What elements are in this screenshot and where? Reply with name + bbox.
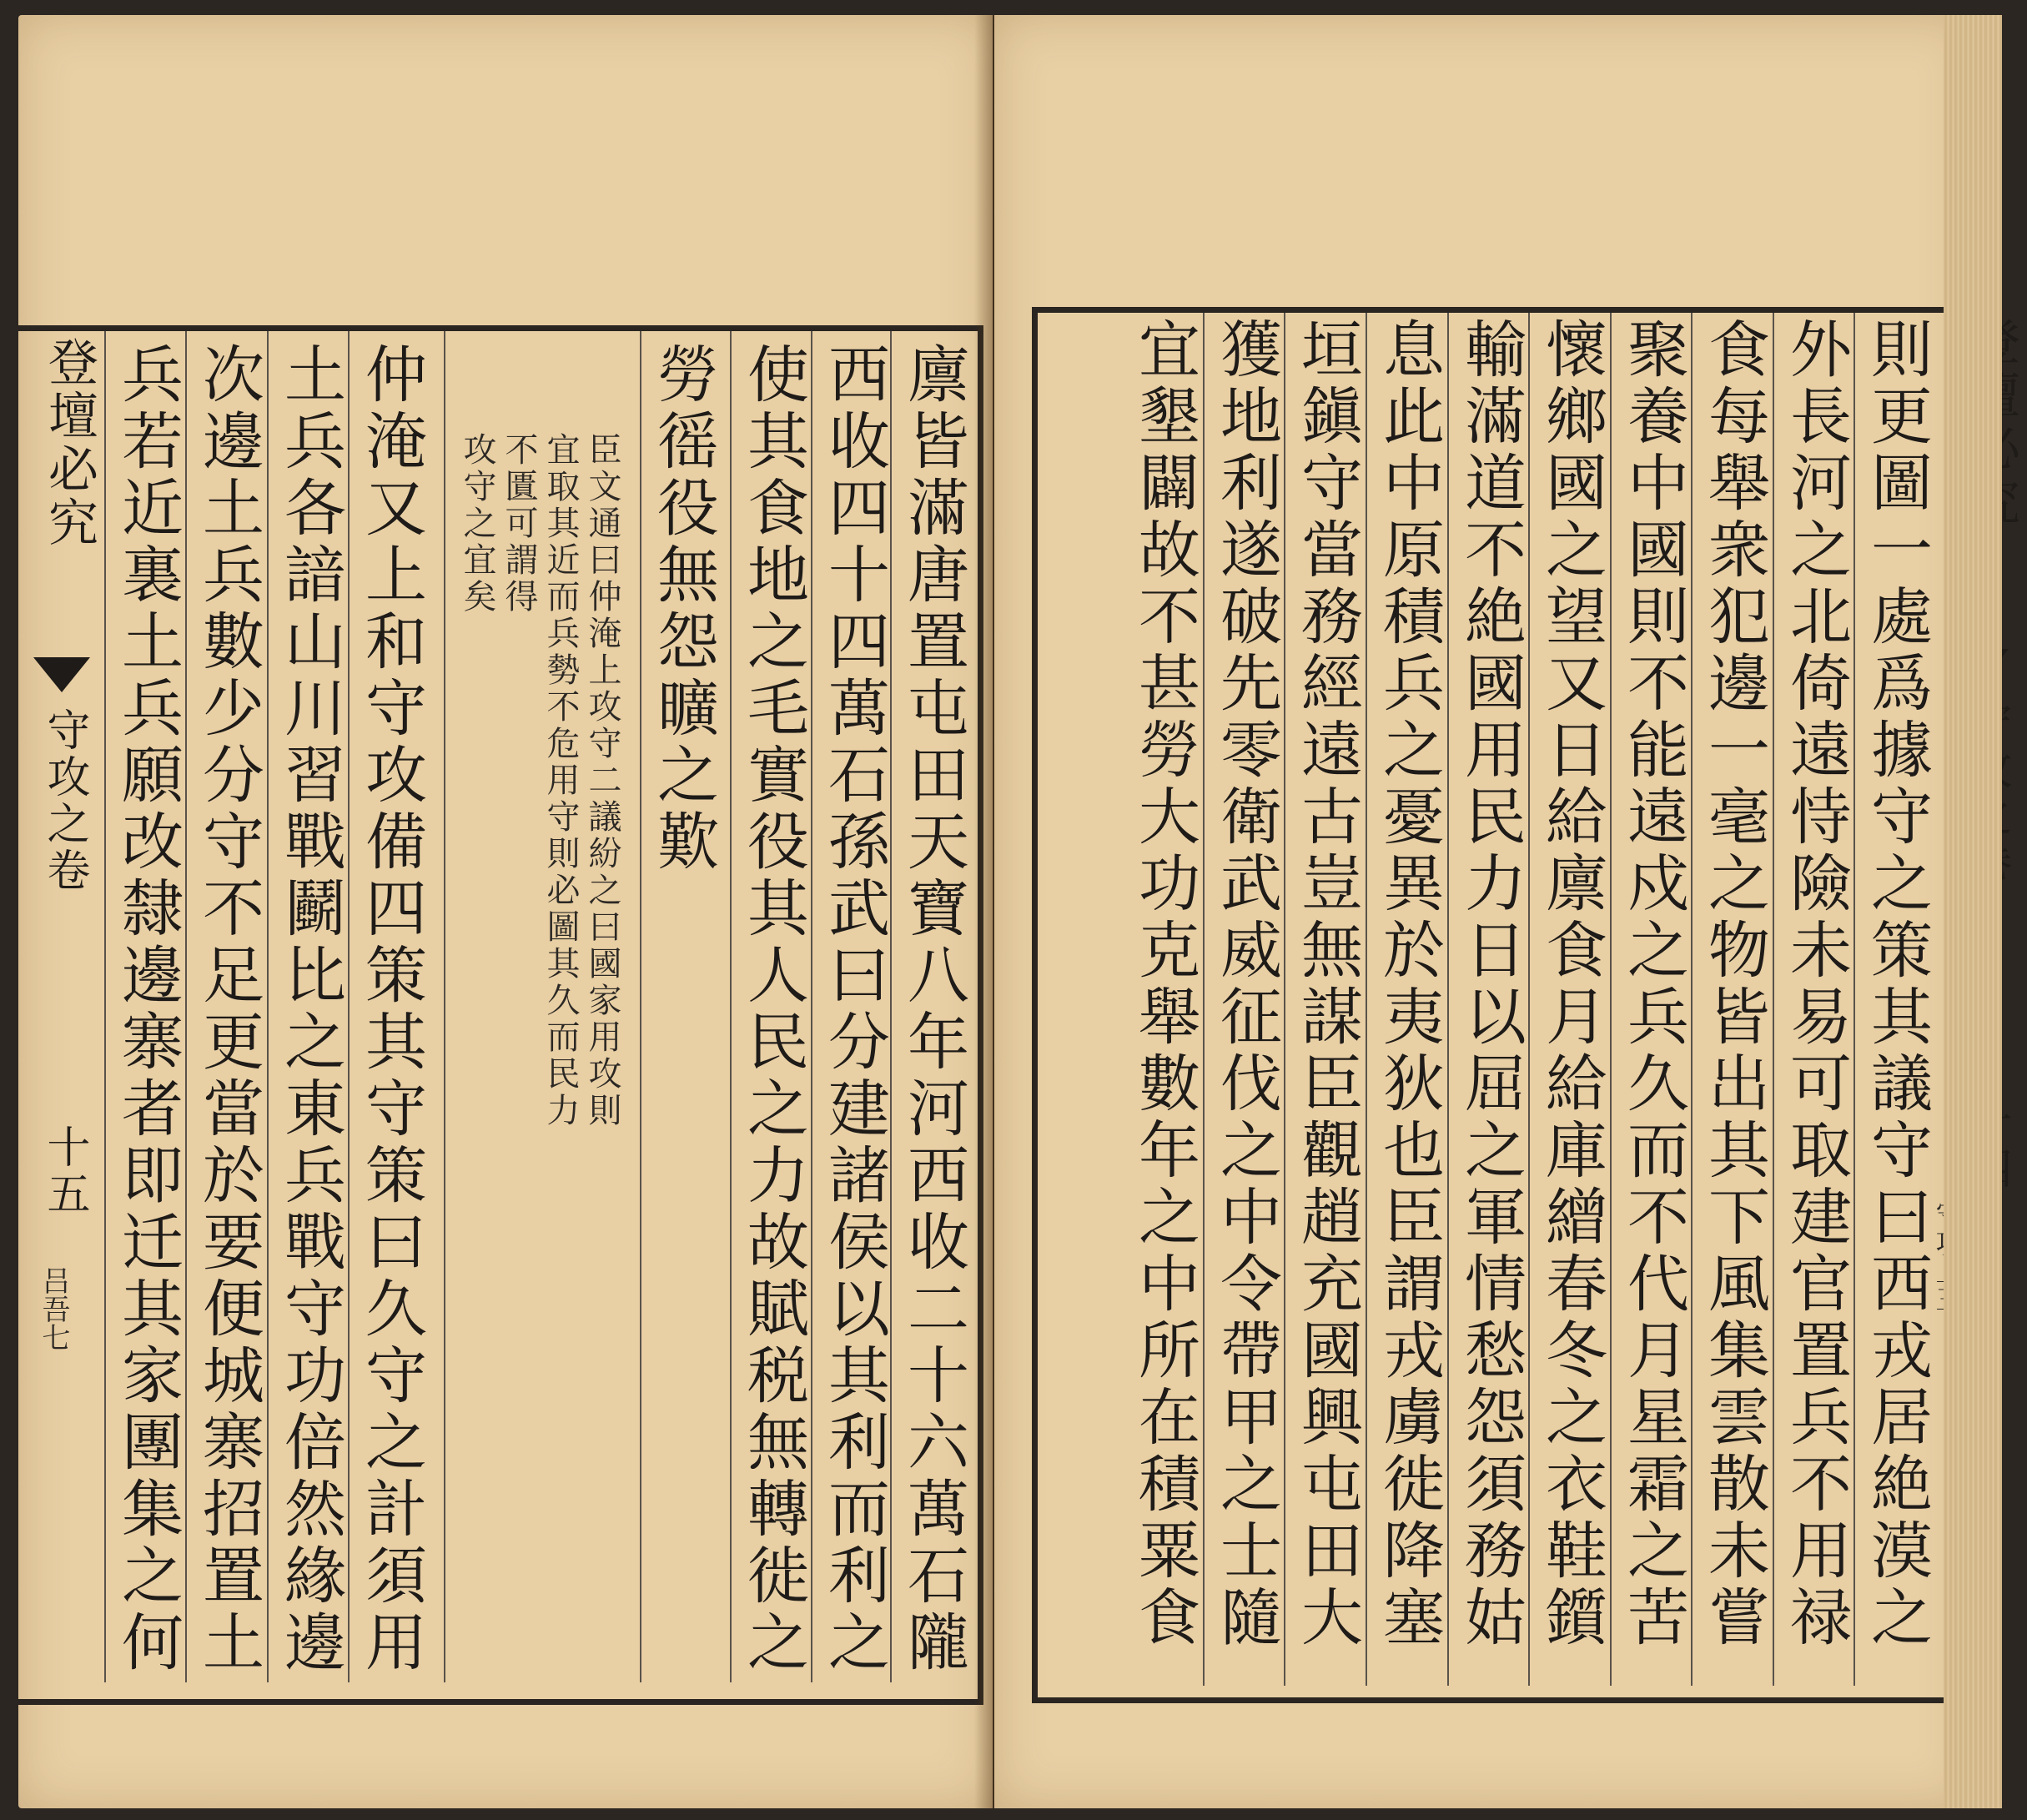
left-note-1: 臣文通曰仲淹上攻守二議紛之曰國家用攻則 bbox=[583, 432, 621, 1129]
right-col-10: 宜墾闢故不甚勞大功克舉數年之中所在積粟食 bbox=[1129, 317, 1200, 1652]
left-rule-6 bbox=[348, 331, 350, 1682]
left-note-4: 攻守之宜矣 bbox=[458, 432, 496, 616]
left-col-3: 使其食地之毛實役其人民之力故賦税無轉徙之 bbox=[737, 342, 809, 1677]
left-banxin-juan: 守攻之卷 bbox=[39, 707, 89, 894]
right-col-8: 垣鎭守當務經遠古豈無謀臣觀趙充國興屯田大 bbox=[1291, 317, 1363, 1652]
right-rule-4 bbox=[1610, 313, 1612, 1686]
left-col-8: 兵若近裏土兵願改隸邊寨者即迁其家團集之何 bbox=[112, 342, 184, 1677]
left-rule-2 bbox=[811, 331, 812, 1682]
right-col-2: 外長河之北倚遠恃險未易可取建官置兵不用禄 bbox=[1780, 317, 1852, 1652]
left-col-5: 仲淹又上和守攻備四策其守策曰久守之計須用 bbox=[355, 342, 427, 1677]
left-note-2: 宜取其近而兵勢不危用守則必圖其久而民力 bbox=[541, 432, 580, 1129]
left-banxin-folio: 十五 bbox=[39, 1124, 89, 1218]
right-col-6: 輸滿道不絶國用民力日以屈之軍情愁怨須務姑 bbox=[1455, 317, 1527, 1652]
right-col-9: 獲地利遂破先零衛武威征伐之中令帶甲之士隨 bbox=[1210, 317, 1282, 1652]
left-note-3: 不匱可謂得 bbox=[500, 432, 538, 616]
right-rule-7 bbox=[1366, 313, 1367, 1686]
right-rule-1 bbox=[1853, 313, 1855, 1686]
left-page bbox=[18, 15, 993, 1808]
right-col-5: 懷鄉國之望又日給廪食月給庫繒春冬之衣鞋鑕 bbox=[1536, 317, 1607, 1652]
right-rule-2 bbox=[1773, 313, 1774, 1686]
left-col-4: 勞徭役無怨曠之歎 bbox=[647, 342, 719, 876]
left-col-6: 土兵各諳山川習戰鬬比之東兵戰守功倍然緣邊 bbox=[274, 342, 346, 1677]
right-col-1: 則更圖一處爲據守之策其議守曰西戎居絶漠之 bbox=[1861, 317, 1933, 1652]
left-col-7: 次邊土兵數少分守不足更當於要便城寨招置土 bbox=[193, 342, 264, 1677]
left-fish-tail bbox=[33, 657, 90, 692]
left-col-2: 西收四十四萬石孫武曰分建諸侯以其利而利之 bbox=[818, 342, 890, 1677]
right-rule-6 bbox=[1447, 313, 1449, 1686]
right-col-7: 息此中原積兵之憂異於夷狄也臣謂戎虜徙降塞 bbox=[1373, 317, 1445, 1652]
left-rule-5 bbox=[444, 331, 445, 1682]
left-corner-mark: 吕吾七 bbox=[37, 1266, 70, 1351]
right-col-3: 食每舉衆犯邊一毫之物皆出其下風集雲散未嘗 bbox=[1698, 317, 1770, 1652]
right-rule-3 bbox=[1691, 313, 1693, 1686]
left-rule-7 bbox=[267, 331, 269, 1682]
left-rule-1 bbox=[890, 331, 892, 1682]
left-rule-4 bbox=[640, 331, 641, 1682]
right-rule-5 bbox=[1528, 313, 1530, 1686]
right-rule-8 bbox=[1284, 313, 1285, 1686]
left-rule-3 bbox=[730, 331, 732, 1682]
right-page bbox=[994, 15, 1972, 1808]
left-rule-8 bbox=[185, 331, 187, 1682]
page-fore-edge bbox=[1944, 15, 2002, 1808]
right-rule-9 bbox=[1203, 313, 1205, 1686]
left-col-1: 廪皆滿唐置屯田天寶八年河西收二十六萬石隴 bbox=[898, 342, 969, 1677]
left-banxin-title: 登壇必究 bbox=[40, 336, 98, 550]
right-col-4: 聚養中國則不能遠戍之兵久而不代月星霜之苦 bbox=[1617, 317, 1689, 1652]
